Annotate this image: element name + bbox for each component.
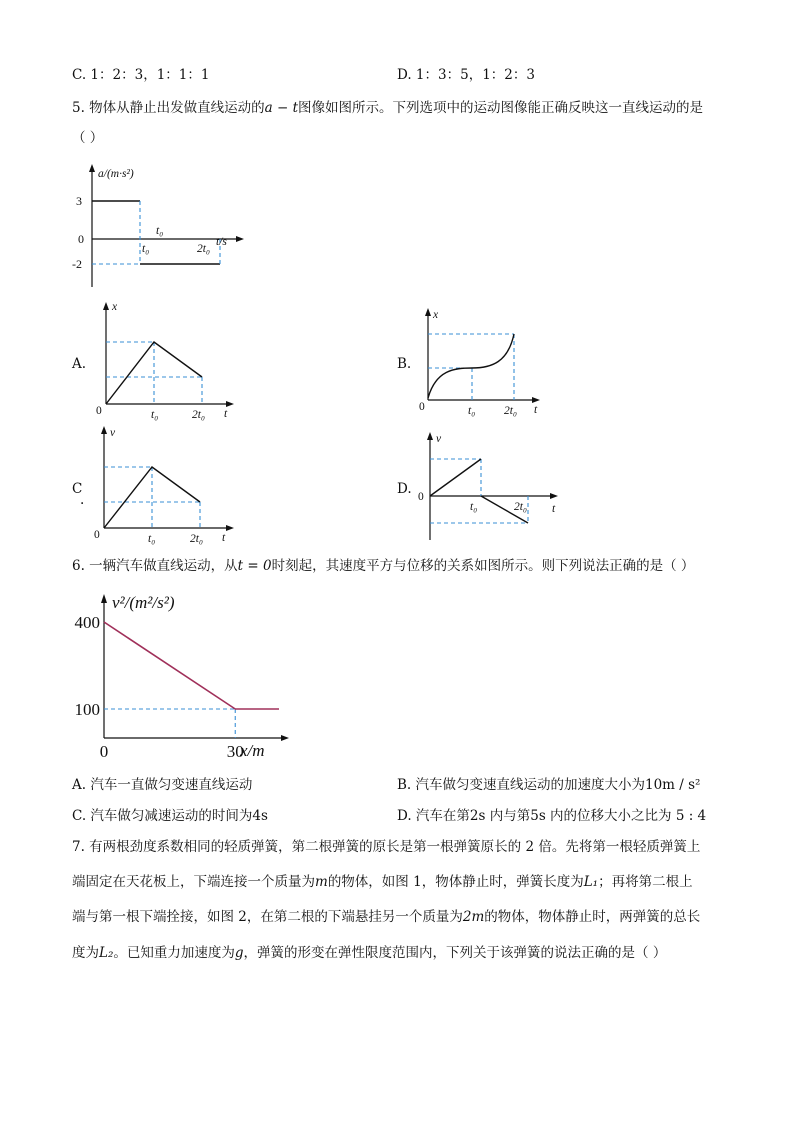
q7-L1: L₁ xyxy=(583,874,599,890)
q6-xlabel: x/m xyxy=(240,741,265,760)
at-tick-0: 0 xyxy=(78,232,84,246)
q6-ylabel: v²/(m²/s²) xyxy=(112,593,175,612)
b-x-arrow-icon xyxy=(532,397,540,403)
q5-option-a-label: A. xyxy=(72,356,87,372)
q7-g: g xyxy=(234,945,244,961)
c-axis-y-label: v xyxy=(110,427,116,439)
at-2t0: 2t₀ xyxy=(197,243,210,255)
at-ylabel: a/(m·s²) xyxy=(98,168,134,180)
q5-option-d-label: D. xyxy=(397,481,412,497)
q6-option-a: A. 汽车一直做匀变速直线运动 xyxy=(72,777,253,793)
q7-line-1: 7. 有两根劲度系数相同的轻质弹簧，第二根弹簧的原长是第一根弹簧原长的 2 倍。先将第一根轻质弹簧上 xyxy=(72,839,701,855)
d-x-arrow-icon xyxy=(550,493,558,499)
c-origin: 0 xyxy=(94,529,100,541)
q7-mass-2m: 2m xyxy=(462,909,485,925)
q7-line2-c: ；再将第二根上 xyxy=(598,874,693,890)
q7-L2: L₂ xyxy=(99,945,114,961)
q6-stem-b: 时刻起，其速度平方与位移的关系如图所示。则下列说法正确的是（ ） xyxy=(271,558,695,574)
q7-line4-b: 。已知重力加速度为 xyxy=(113,945,235,961)
q6-x-arrow-icon xyxy=(281,735,289,741)
a-y-arrow-icon xyxy=(103,302,109,310)
a-x-arrow-icon xyxy=(226,401,234,407)
q7-line3-b: 的物体，物体静止时，两弹簧的总长 xyxy=(484,909,701,925)
q5-option-b-graph xyxy=(416,306,546,418)
q7-line2-b: 的物体，如图 1，物体静止时，弹簧长度为 xyxy=(327,874,584,890)
q6-series-line xyxy=(104,622,279,709)
q5-at-graph xyxy=(70,162,250,290)
d-rise xyxy=(430,459,481,496)
b-2t0: 2t₀ xyxy=(504,405,517,417)
q6-stem-a: 6. 一辆汽车做直线运动，从 xyxy=(72,558,238,574)
c-2t0: 2t₀ xyxy=(190,533,203,545)
d-2t0: 2t₀ xyxy=(514,501,527,513)
b-axis-y-label: x xyxy=(433,309,439,321)
d-origin: 0 xyxy=(418,491,424,503)
q4-option-c: C. 1：2：3，1：1：1 xyxy=(72,67,210,83)
q5-option-d-graph xyxy=(416,430,566,542)
q6-option-c: C. 汽车做匀减速运动的时间为4s xyxy=(72,808,268,824)
q6-stem-var: t = 0 xyxy=(237,558,272,574)
q7-line4-a: 度为 xyxy=(72,945,99,961)
q7-mass-m: m xyxy=(315,874,328,890)
q7-line-3 xyxy=(72,907,700,927)
at-x-arrow-icon xyxy=(236,236,244,242)
b-curve xyxy=(428,334,514,398)
at-t0-below: t₀ xyxy=(142,243,150,255)
at-tick-3: 3 xyxy=(76,194,82,208)
at-y-arrow-icon xyxy=(89,164,95,172)
a-2t0: 2t₀ xyxy=(192,409,205,421)
q4-option-d: D. 1：3：5，1：2：3 xyxy=(397,67,535,83)
q6-xtick-30: 30 xyxy=(226,742,244,761)
a-t0: t₀ xyxy=(151,409,159,421)
q5-option-c-dot: . xyxy=(80,492,85,508)
q5-stem-b: 图像如图所示。下列选项中的运动图像能正确反映这一直线运动的是 xyxy=(298,100,704,116)
d-axis-y-label: v xyxy=(436,433,442,445)
a-axis-x-label: t xyxy=(224,408,228,420)
q6-option-b: B. 汽车做匀变速直线运动的加速度大小为10m / s² xyxy=(397,777,701,793)
b-axis-x-label: t xyxy=(534,404,538,416)
q6-y-arrow-icon xyxy=(101,594,107,603)
at-xlabel: t/s xyxy=(216,236,227,248)
q6-ytick-400: 400 xyxy=(74,613,100,632)
c-y-arrow-icon xyxy=(101,426,107,434)
q5-option-b-label: B. xyxy=(397,356,412,372)
q7-line3-a: 端与第一根下端拴接，如图 2，在第二根的下端悬挂另一个质量为 xyxy=(72,909,463,925)
d-axis-x-label: t xyxy=(552,503,556,515)
a-axis-y-label: x xyxy=(112,301,118,313)
b-origin: 0 xyxy=(419,401,425,413)
q7-line4-c: ，弹簧的形变在弹性限度范围内，下列关于该弹簧的说法正确的是（ ） xyxy=(243,945,667,961)
d-t0: t₀ xyxy=(470,501,478,513)
q5-stem xyxy=(72,98,703,118)
c-axis-x-label: t xyxy=(222,532,226,544)
q7-line2-a: 端固定在天花板上，下端连接一个质量为 xyxy=(72,874,315,890)
at-tick-neg2: -2 xyxy=(72,257,82,271)
q7-line-4 xyxy=(72,943,666,963)
b-t0: t₀ xyxy=(468,405,476,417)
c-x-arrow-icon xyxy=(226,525,234,531)
q5-stem-var: a − t xyxy=(264,100,299,116)
q6-xtick-0: 0 xyxy=(99,742,109,761)
q6-ytick-100: 100 xyxy=(74,700,100,719)
q5-option-c-graph xyxy=(92,424,242,548)
q5-paren: （ ） xyxy=(72,130,104,146)
d-y-arrow-icon xyxy=(427,432,433,440)
b-y-arrow-icon xyxy=(425,308,431,316)
q6-chart xyxy=(66,588,306,766)
q6-option-d: D. 汽车在第2s 内与第5s 内的位移大小之比为 5 : 4 xyxy=(397,808,707,824)
at-t0-above: t₀ xyxy=(156,225,164,237)
q5-option-a-graph xyxy=(92,300,242,424)
q6-stem xyxy=(72,556,694,576)
a-origin: 0 xyxy=(96,405,102,417)
q5-stem-a: 5. 物体从静止出发做直线运动的 xyxy=(72,100,265,116)
q5-option-c-label: C xyxy=(72,481,83,497)
c-t0: t₀ xyxy=(148,533,156,545)
q7-line-2 xyxy=(72,872,693,892)
